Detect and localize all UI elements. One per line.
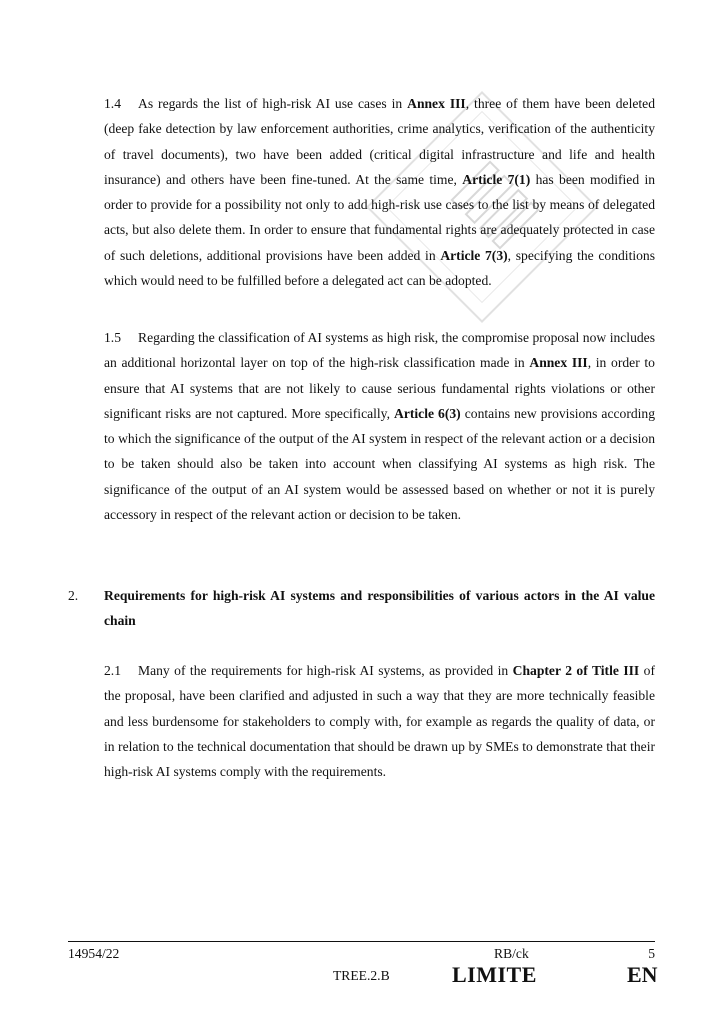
footer-language: EN [627,962,658,987]
paragraph-text: , three of them have been deleted (deep fake detection by law enforcement authorities, crime analytics, verification of the authenticity of travel documents), two have been added (critical digital infrastructure and life and health insurance) and others have been fine-tuned. At the same time, [104,96,656,187]
paragraph-text: of the proposal, have been clarified and adjusted in such a way that they are more technically feasible and less burdensome for stakeholders to comply with, for example as regards the quality of data, or in relation to the technical documentation that should be drawn up by SMEs to demonstrate that their high-risk AI systems comply with the requirements. [104,663,655,780]
reference-annex-iii: Annex III [529,355,588,371]
section-number: 2. [68,588,79,603]
paragraph-text: As regards the list of high-risk AI use cases in [138,96,408,111]
paragraph-text: contains new provisions according to which the significance of the output of the AI system in respect of the relevant action or a decision to be taken should also be taken into account when classifying AI systems as high risk. The significance of the output of an AI system would be assessed based on whether or not it is purely accessory in respect of the relevant action or decision to be taken. [104,405,656,523]
paragraph-text: has been modified in order to provide for a possibility not only to add high-risk use cases to the list by means of delegated acts, but also delete them. In order to ensure that fundamental rights are adequately protected in case of such deletions, additional provisions have been added in [104,171,656,263]
footer-divider [68,941,655,942]
paragraph-text: , specifying the conditions which would need to be fulfilled before a delegated act can be adopted. [104,247,656,289]
reference-chapter-2-title-iii: Chapter 2 of Title III [512,663,640,678]
reference-article-7-3: Article 7(3) [440,247,508,263]
section-heading-2 [68,583,655,634]
paragraph-1-5 [104,325,655,527]
reference-annex-iii: Annex III [407,96,466,111]
paragraph-number: 2.1 [104,663,121,678]
reference-article-6-3: Article 6(3) [394,405,461,421]
reference-article-7-1: Article 7(1) [462,171,531,187]
paragraph-1-4 [104,91,655,293]
footer-department: TREE.2.B [333,968,390,983]
paragraph-text: Regarding the classification of AI systems as high risk, the compromise proposal now includes an additional horizontal layer on top of the high-risk classification made in [104,330,655,371]
paragraph-2-1 [104,658,655,784]
footer-doc-number: 14954/22 [68,946,120,961]
paragraph-text: , in order to ensure that AI systems that are not likely to cause serious fundamental rights violations or other significant risks are not captured. More specifically, [104,355,655,421]
section-title: Requirements for high-risk AI systems and responsibilities of various actors in the AI value chain [104,588,655,629]
paragraph-text: Many of the requirements for high-risk AI systems, as provided in [138,663,513,678]
footer-page-number: 5 [648,946,655,961]
paragraph-number: 1.4 [104,96,121,111]
paragraph-number: 1.5 [104,330,121,345]
footer-reference: RB/ck [494,946,529,961]
footer-classification: LIMITE [452,962,537,987]
